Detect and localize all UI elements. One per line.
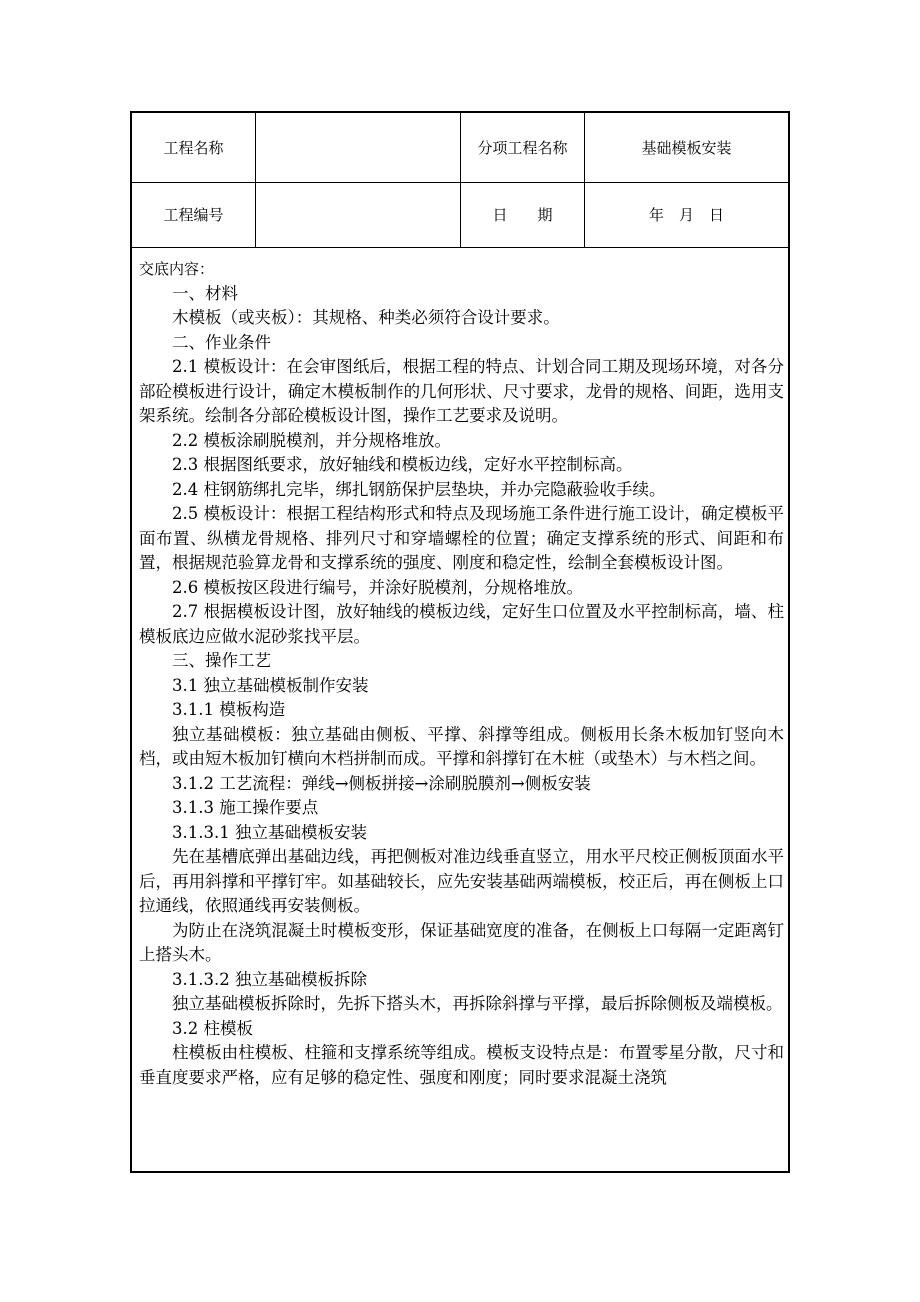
disclosure-content [132, 249, 788, 1171]
paragraph: 三、操作工艺 [172, 651, 271, 670]
paragraph: 先在基槽底弹出基础边线，再把侧板对准边线垂直竖立，用水平尺校正侧板顶面水平后，再用斜撑和平撑钉牢。如基础较长，应先安装基础两端模板，校正后，再在侧板上口拉通线，依照通线再安装侧板。 [139, 847, 784, 915]
project-name-value [256, 113, 461, 182]
sub-project-value: 基础模板安装 [641, 139, 732, 157]
project-no-label: 工程编号 [132, 182, 256, 247]
header-row-1 [132, 113, 788, 183]
sub-project-label: 分项工程名称 [461, 113, 585, 182]
paragraph: 3.1.2 工艺流程：弹线→侧板拼接→涂刷脱膜剂→侧板安装 [172, 773, 591, 793]
paragraph: 为防止在浇筑混凝土时模板变形，保证基础宽度的准备，在侧板上口每隔一定距离钉上搭头木。 [139, 920, 784, 964]
paragraph: 2.4 柱钢筋绑扎完毕，绑扎钢筋保护层垫块，并办完隐蔽验收手续。 [172, 479, 666, 499]
paragraph: 2.3 根据图纸要求，放好轴线和模板边线，定好水平控制标高。 [172, 455, 633, 474]
disclosure-form [130, 111, 790, 1173]
paragraph: 木模板（或夹板）：其规格、种类必须符合设计要求。 [172, 308, 560, 327]
paragraph: 3.1.3.1 独立基础模板安装 [172, 822, 367, 842]
date-label: 日 期 [461, 182, 585, 247]
paragraph: 2.6 模板按区段进行编号，并涂好脱模剂，分规格堆放。 [172, 577, 583, 597]
paragraph: 一、材料 [172, 283, 238, 303]
paragraph: 3.1 独立基础模板制作安装 [172, 675, 369, 695]
paragraph: 2.7 根据模板设计图，放好轴线的模板边线，定好生口位置及水平控制标高，墙、柱模板底边应做水泥砂浆找平层。 [139, 602, 784, 646]
paragraph: 独立基础模板拆除时，先拆下搭头木，再拆除斜撑与平撑，最后拆除侧板及端模板。 [172, 994, 783, 1013]
paragraph: 3.1.3.2 独立基础模板拆除 [172, 969, 367, 989]
paragraph: 2.1 模板设计：在会审图纸后，根据工程的特点、计划合同工期及现场环境，对各分部砼模板进行设计，确定木模板制作的几何形状、尺寸要求，龙骨的规格、间距，选用支架系统。绘制各分部砼模板设计图，操作工艺要求及说明。 [139, 357, 784, 425]
paragraph: 3.1.3 施工操作要点 [172, 798, 319, 817]
header-row-2 [132, 182, 788, 248]
paragraph: 3.1.1 模板构造 [172, 700, 286, 719]
paragraph: 柱模板由柱模板、柱箍和支撑系统等组成。模板支设特点是：布置零星分散，尺寸和垂直度要求严格，应有足够的稳定性、强度和刚度；同时要求混凝土浇筑 [139, 1043, 784, 1087]
paragraph: 独立基础模板：独立基础由侧板、平撑、斜撑等组成。侧板用长条木板加钉竖向木档，或由短木板加钉横向木档拼制而成。平撑和斜撑钉在木桩（或垫木）与木档之间。 [139, 724, 784, 768]
content-heading: 交底内容： [139, 260, 215, 278]
project-no-value [256, 182, 461, 247]
paragraph: 3.2 柱模板 [172, 1018, 253, 1038]
paragraph: 二、作业条件 [172, 332, 271, 352]
date-value: 年 月 日 [648, 206, 724, 224]
project-name-label: 工程名称 [132, 113, 256, 182]
paragraph: 2.2 模板涂刷脱模剂，并分规格堆放。 [172, 430, 451, 450]
paragraph: 2.5 模板设计：根据工程结构形式和特点及现场施工条件进行施工设计，确定模板平面布置、纵横龙骨规格、排列尺寸和穿墙螺栓的位置；确定支撑系统的形式、间距和布置，根据规范验算龙骨和支撑系统的强度、刚度和稳定性，绘制全套模板设计图。 [139, 504, 784, 572]
